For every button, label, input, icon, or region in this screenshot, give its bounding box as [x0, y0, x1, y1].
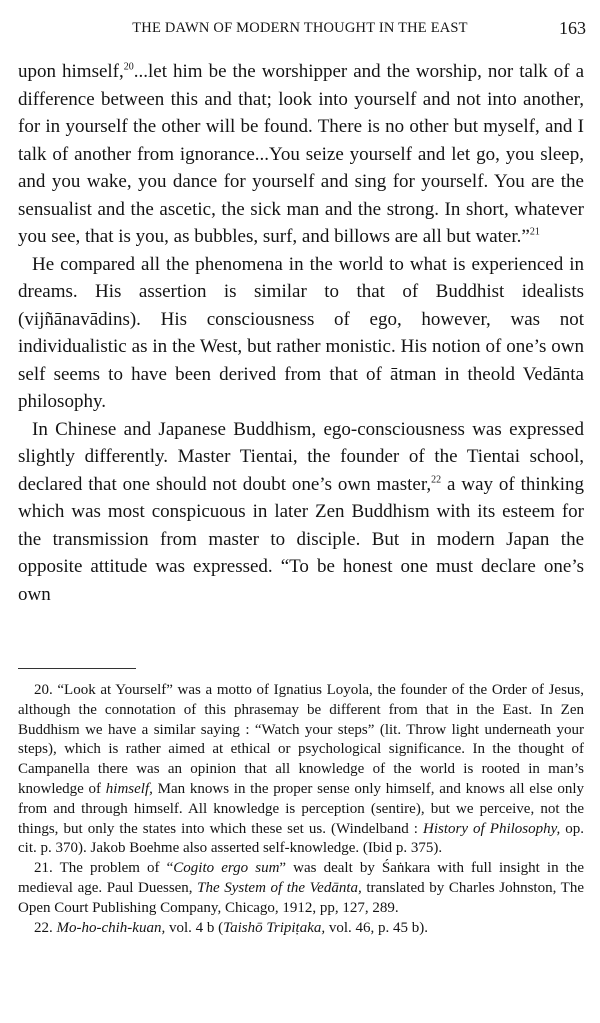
text-run: ” was dealt by Śaṅkara with full insight in the medieval age. Paul Duessen,: [18, 860, 584, 896]
italic-run: himself,: [105, 780, 153, 797]
text-run: op. cit. p. 370). Jakob Boehme also asserted self-knowledge. (Ibid p. 375).: [18, 820, 585, 857]
page-header: [0, 18, 600, 44]
text-run: 22.: [34, 919, 57, 936]
italic-run: The System of the Vedānta,: [197, 879, 362, 896]
paragraph-quote: [18, 58, 584, 251]
italic-run: Taishō Tripiṭaka,: [223, 919, 326, 936]
text-run: Man knows in the proper sense only himself, and knows all else only from and through himself. All knowledge is perception (sentire), but we perceive, not the things, but only the states into which these set us. (Windelband :: [18, 780, 585, 837]
text-run: 21. The problem of “: [34, 860, 174, 877]
footnote-20: [18, 681, 584, 859]
paragraph-dreams: He compared all the phenomena in the world to what is experienced in dreams. His assertion is similar to that of Buddhist idealists (vijñānavādins). His consciousness of ego, however, was not individualistic as in the West, but rather monistic. His notion of one’s own self seems to have been derived from that of ātman in theold Vedānta philosophy.: [18, 253, 584, 412]
footnote-ref-20: 20: [123, 61, 134, 73]
text-run: 20. “Look at Yourself” was a motto of Ignatius Loyola, the founder of the Order of Jesus, although the connotation of this phrasemay be different from that in the East. In Zen Buddhism we have a similar saying : “Watch your steps” (lit. Throw light underneath your steps), which is rather aimed at ethical or psychological significance. In the thought of Campanella there was an opinion that all knowledge of the world is rooted in man’s knowledge of: [18, 682, 584, 797]
footnote-ref-22: 22: [431, 474, 442, 486]
text-run: vol. 4 b (: [165, 919, 224, 936]
italic-run: Cogito ergo sum: [173, 860, 280, 877]
paragraph-buddhism: [18, 416, 584, 609]
text-run: ...let him be the worshipper and the worship, nor talk of a difference between this and that; look into yourself and not into another, for in yourself the other will be found. There is no other but myself, and I talk of another from ignorance...You seize yourself and let go, you sleep, and you wake, you dance for yourself and sing for yourself. You are the sensualist and the ascetic, the sick man and the strong. In short, whatever you see, that is you, as bubbles, surf, and billows are all but water.”: [18, 61, 584, 247]
text-run: a way of thinking which was most conspicuous in later Zen Buddhism with its esteem for the transmission from master to disciple. But in modern Japan the opposite attitude was expressed. “To be honest one must declare one’s own: [18, 473, 584, 605]
footnote-22: [18, 919, 584, 939]
text-run: translated by Charles Johnston, The Open Court Publishing Company, Chicago, 1912, pp, 127, 289.: [18, 879, 584, 916]
footnote-21: [18, 859, 584, 918]
footnote-divider: [18, 668, 136, 669]
text-run: upon himself,: [18, 61, 124, 82]
text-run: vol. 46, p. 45 b).: [325, 919, 429, 936]
running-title: THE DAWN OF MODERN THOUGHT IN THE EAST: [132, 20, 468, 36]
footnotes: [18, 681, 584, 938]
italic-run: History of Philosophy,: [423, 820, 561, 837]
page-number: 163: [559, 18, 586, 38]
text-run: In Chinese and Japanese Buddhism, ego-consciousness was expressed slightly differently. Master Tientai, the founder of the Tientai school, declared that one should not doubt one’s own master,: [18, 418, 584, 495]
italic-run: Mo-ho-chih-kuan,: [56, 919, 166, 936]
footnote-ref-21: 21: [529, 226, 540, 238]
body-text: [18, 58, 584, 608]
